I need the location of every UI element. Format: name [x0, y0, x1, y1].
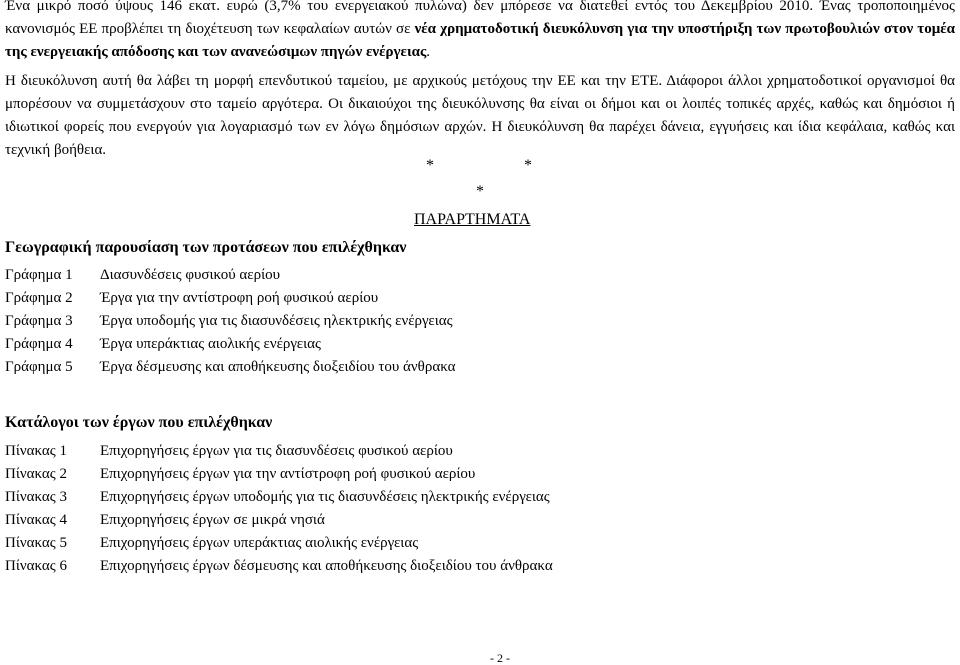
paragraph-text: Ένα μικρό ποσό ύψους 146 εκατ. ευρώ (3,7% του ενεργειακού πυλώνα) δεν μπόρεσε να διατεθεί εντός του Δεκεμβρίου 2010. Ένας τροποποιημένος κανονισμός ΕΕ προβλέπει τη διοχέτευση των κεφαλαίων αυτών σε [5, 0, 955, 37]
figure-label: Γράφημα 2 [5, 290, 73, 306]
table-title: Επιχορηγήσεις έργων για την αντίστροφη ροή φυσικού αερίου [100, 466, 476, 482]
section-heading-geographic: Γεωγραφική παρουσίαση των προτάσεων που επιλέχθηκαν [5, 239, 407, 256]
table-title: Επιχορηγήσεις έργων υπεράκτιας αιολικής ενέργειας [100, 535, 419, 551]
figure-label: Γράφημα 3 [5, 313, 73, 329]
table-label: Πίνακας 4 [5, 512, 67, 528]
figure-label: Γράφημα 5 [5, 359, 73, 375]
paragraph-facility-description: Η διευκόλυνση αυτή θα λάβει τη μορφή επενδυτικού ταμείου, με αρχικούς μετόχους την ΕΕ και την ΕΤΕ. Διάφοροι άλλοι χρηματοδοτικοί οργανισμοί θα μπορέσουν να συμμετάσχουν στο ταμείο αργότερα. Οι δικαιούχοι της διευκόλυνσης θα είναι οι δήμοι και οι λοιπές τοπικές αρχές, καθώς και δημόσιοι ή ιδιωτικοί φορείς που ενεργούν για λογαριασμό των εν λόγω δημόσιων αρχών. Η διευκόλυνση θα παρέχει δάνεια, εγγυήσεις και ίδια κεφάλαια, καθώς και τεχνική βοήθεια. [5, 73, 955, 158]
paragraph-funding-allocation [5, 0, 955, 64]
paragraph-text-end: . [426, 44, 431, 60]
figure-label: Γράφημα 1 [5, 267, 73, 283]
table-title: Επιχορηγήσεις έργων σε μικρά νησιά [100, 512, 325, 528]
table-label: Πίνακας 2 [5, 466, 67, 482]
table-label: Πίνακας 3 [5, 489, 67, 505]
page-number: - 2 - [490, 651, 510, 665]
figure-title: Έργα για την αντίστροφη ροή φυσικού αερίου [100, 290, 379, 306]
paragraph-emphasis: νέα χρηματοδοτική διευκόλυνση για την υποστήριξη των πρωτοβουλιών στον τομέα της ενεργειακής απόδοσης και των ανανεώσιμων πηγών ενέργειας [5, 21, 955, 60]
separator-star: * [476, 183, 484, 200]
figure-title: Διασυνδέσεις φυσικού αερίου [100, 267, 281, 283]
separator-star: * [426, 157, 434, 174]
table-label: Πίνακας 6 [5, 558, 67, 574]
figure-title: Έργα υπεράκτιας αιολικής ενέργειας [100, 336, 321, 352]
figure-title: Έργα υποδομής για τις διασυνδέσεις ηλεκτρικής ενέργειας [100, 313, 453, 329]
annex-heading: ΠΑΡΑΡΤΗΜΑΤΑ [414, 211, 531, 228]
table-title: Επιχορηγήσεις έργων για τις διασυνδέσεις φυσικού αερίου [100, 443, 453, 459]
table-title: Επιχορηγήσεις έργων δέσμευσης και αποθήκευσης διοξειδίου του άνθρακα [100, 558, 553, 574]
figure-label: Γράφημα 4 [5, 336, 73, 352]
table-label: Πίνακας 5 [5, 535, 67, 551]
separator-star: * [524, 157, 532, 174]
table-label: Πίνακας 1 [5, 443, 67, 459]
table-title: Επιχορηγήσεις έργων υποδομής για τις διασυνδέσεις ηλεκτρικής ενέργειας [100, 489, 550, 505]
figure-title: Έργα δέσμευσης και αποθήκευσης διοξειδίου του άνθρακα [100, 359, 456, 375]
section-heading-project-lists: Κατάλογοι των έργων που επιλέχθηκαν [5, 414, 273, 431]
